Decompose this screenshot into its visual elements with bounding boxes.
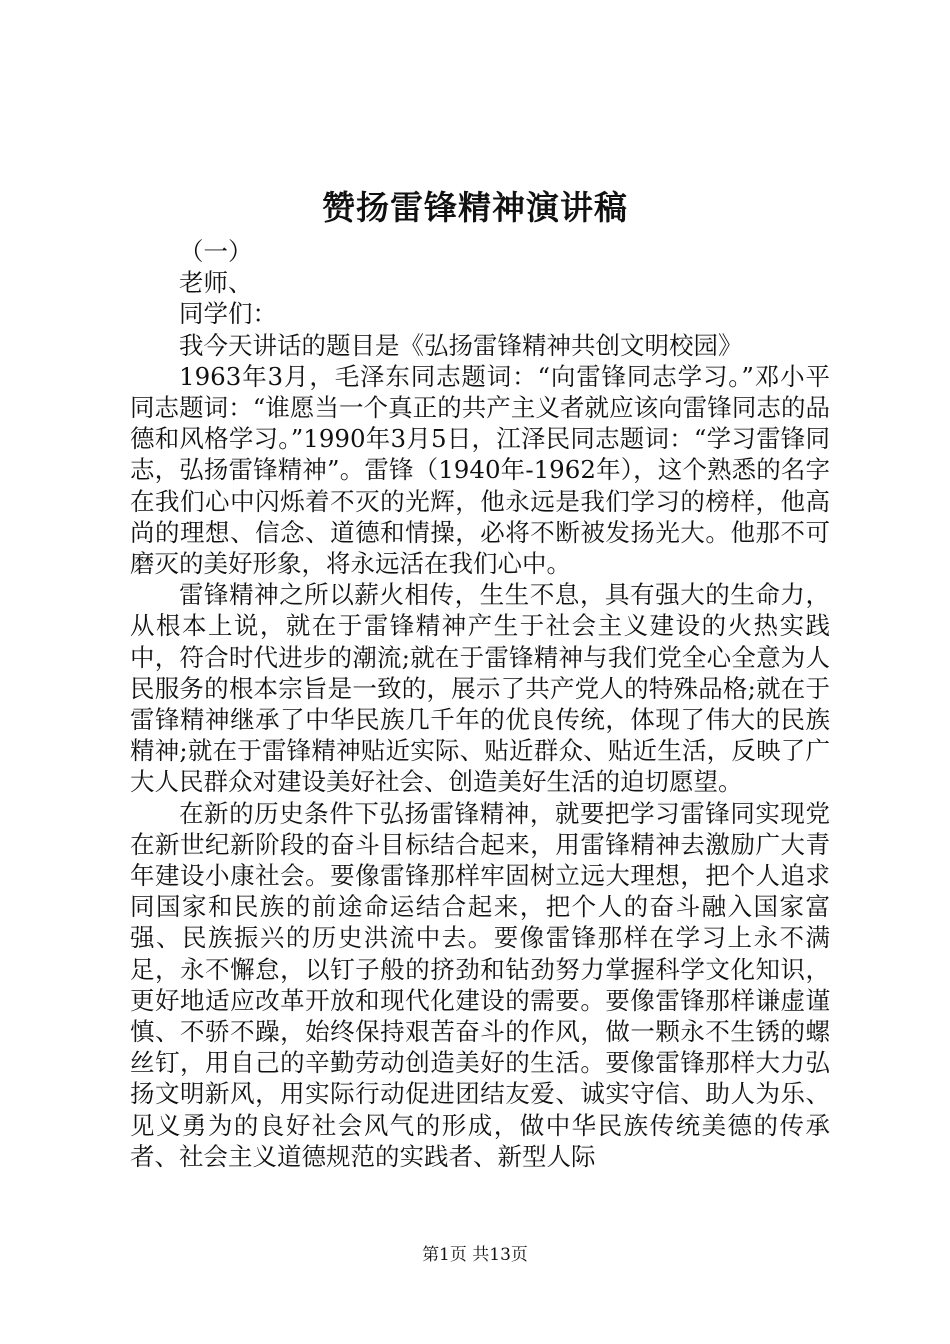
- page-footer: 第1页 共13页: [422, 1245, 528, 1265]
- paragraph-topic: 我今天讲话的题目是《弘扬雷锋精神共创文明校园》: [179, 330, 743, 360]
- paragraph-section-number: （一）: [179, 237, 253, 266]
- document-body: [130, 236, 830, 1172]
- paragraph-salutation-teachers: 老师、: [179, 268, 253, 298]
- paragraph-spirit-reason: 雷锋精神之所以薪火相传，生生不息，具有强大的生命力，从根本上说，就在于雷锋精神产生于社会主义建设的火热实践中，符合时代进步的潮流;就在于雷锋精神与我们党全心全意为人民服务的根本宗旨是一致的，展示了共产党人的特殊品格;就在于雷锋精神继承了中华民族几千年的优良传统，体现了伟大的民族精神;就在于雷锋精神贴近实际、贴近群众、贴近生活，反映了广大人民群众对建设美好社会、创造美好生活的迫切愿望。: [130, 580, 830, 797]
- paragraph-history: 1963年3月，毛泽东同志题词：“向雷锋同志学习。”邓小平同志题词：“谁愿当一个真正的共产主义者就应该向雷锋同志的品德和风格学习。”1990年3月5日，江泽民同志题词：“学习雷锋同志，弘扬雷锋精神”。雷锋（1940年-1962年），这个熟悉的名字在我们心中闪烁着不灭的光辉，他永远是我们学习的榜样，他高尚的理想、信念、道德和情操，必将不断被发扬光大。他那不可磨灭的美好形象，将永远活在我们心中。: [130, 361, 830, 579]
- paragraph-new-era: 在新的历史条件下弘扬雷锋精神，就要把学习雷锋同实现党在新世纪新阶段的奋斗目标结合起来，用雷锋精神去激励广大青年建设小康社会。要像雷锋那样牢固树立远大理想，把个人追求同国家和民族的前途命运结合起来，把个人的奋斗融入国家富强、民族振兴的历史洪流中去。要像雷锋那样在学习上永不满足，永不懈怠，以钉子般的挤劲和钻劲努力掌握科学文化知识，更好地适应改革开放和现代化建设的需要。要像雷锋那样谦虚谨慎、不骄不躁，始终保持艰苦奋斗的作风，做一颗永不生锈的螺丝钉，用自己的辛勤劳动创造美好的生活。要像雷锋那样大力弘扬文明新风，用实际行动促进团结友爱、诚实守信、助人为乐、见义勇为的良好社会风气的形成，做中华民族传统美德的传承者、社会主义道德规范的实践者、新型人际: [130, 798, 830, 1171]
- document-title: 赞扬雷锋精神演讲稿: [322, 188, 628, 227]
- paragraph-salutation-students: 同学们：: [179, 299, 277, 329]
